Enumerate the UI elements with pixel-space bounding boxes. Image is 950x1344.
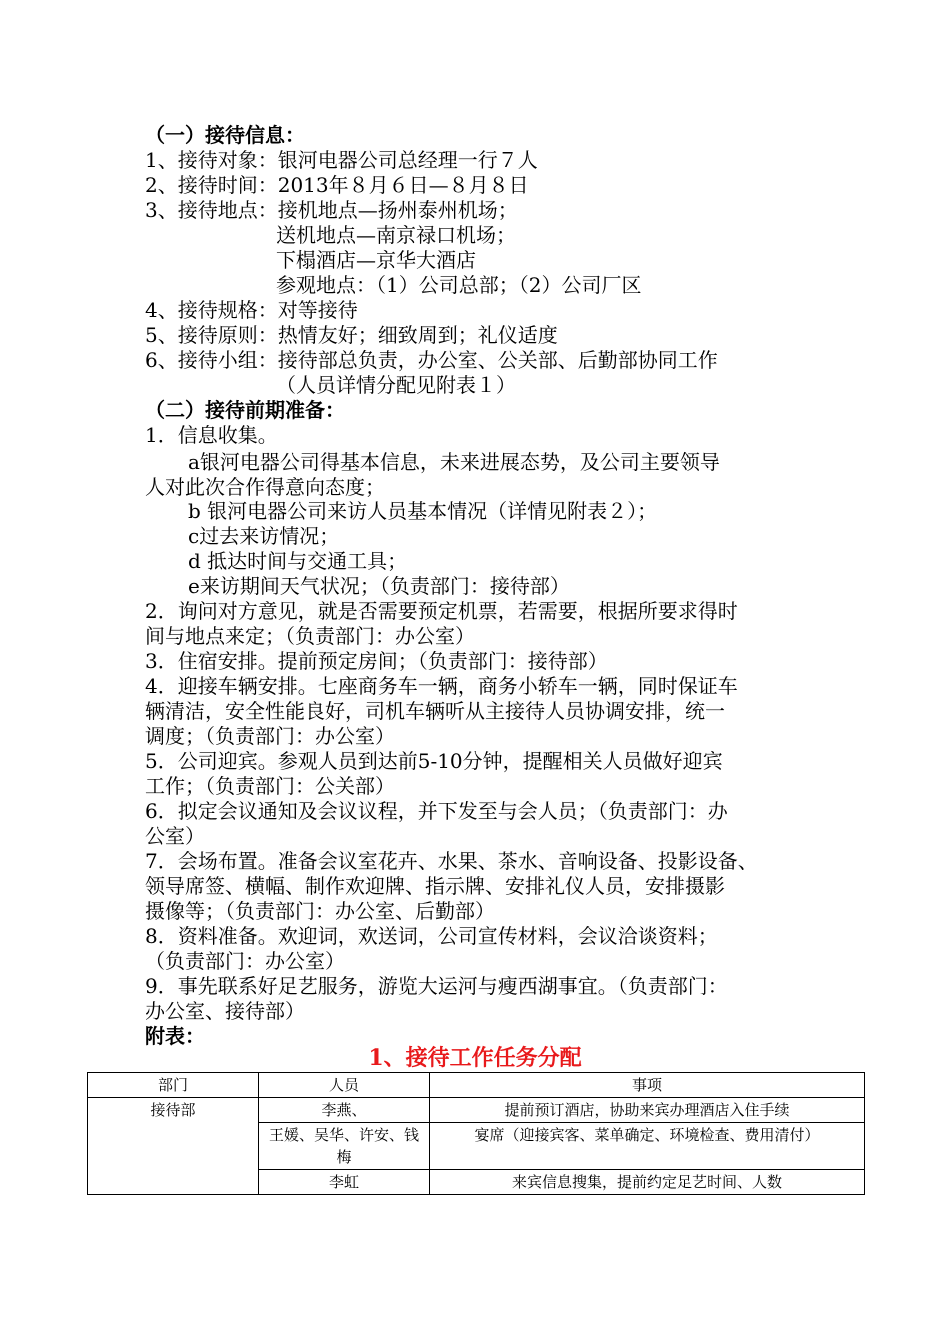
department-cell: 接待部 [88,1098,259,1195]
table-title: 1、接待工作任务分配 [368,1045,582,1071]
table-row [88,1098,865,1123]
info-line: 2、接待时间：2013年８月６日—８月８日 [145,173,529,197]
section-heading-reception-info: （一）接待信息： [145,123,305,147]
prep-line: 工作；（负责部门：公关部） [145,774,395,798]
task-cell: 宴席（迎接宾客、菜单确定、环境检查、费用清付） [430,1123,865,1170]
info-line: 6、接待小组：接待部总负责，办公室、公关部、后勤部协同工作 [145,348,718,372]
prep-line-indented: c过去来访情况； [188,524,340,548]
person-cell: 李燕、 [259,1098,430,1123]
prep-line: 办公室、接待部） [145,999,305,1023]
task-cell: 提前预订酒店，协助来宾办理酒店入住手续 [430,1098,865,1123]
header-task: 事项 [430,1073,865,1098]
prep-line: 5．公司迎宾。参观人员到达前5-10分钟，提醒相关人员做好迎宾 [145,749,723,773]
prep-line: 9．事先联系好足艺服务，游览大运河与瘦西湖事宜。（负责部门： [145,974,728,998]
section-heading-preparation: （二）接待前期准备： [145,398,345,422]
prep-line: 公室） [145,824,205,848]
prep-line: 7．会场布置。准备会议室花卉、水果、茶水、音响设备、投影设备、 [145,849,758,873]
prep-line-indented: e来访期间天气状况；（负责部门：接待部） [188,574,570,598]
task-cell: 来宾信息搜集，提前约定足艺时间、人数 [430,1170,865,1195]
info-line: 3、接待地点：接机地点—扬州泰州机场； [145,198,518,222]
person-cell: 王媛、吴华、许安、钱梅 [259,1123,430,1170]
prep-line: 间与地点来定；（负责部门：办公室） [145,624,475,648]
info-line: 4、接待规格：对等接待 [145,298,358,322]
prep-line: 人对此次合作得意向态度； [145,475,385,499]
prep-line: 6．拟定会议通知及会议议程，并下发至与会人员；（负责部门：办 [145,799,728,823]
prep-line: 领导席签、横幅、制作欢迎牌、指示牌、安排礼仪人员，安排摄影 [145,874,725,898]
info-line-indented: 参观地点：（1）公司总部；（2）公司厂区 [276,273,642,297]
prep-line: 2．询问对方意见，就是否需要预定机票，若需要，根据所要求得时 [145,599,738,623]
info-line-indented: 送机地点—南京禄口机场； [276,223,516,247]
info-line-indented: （人员详情分配见附表１） [276,373,516,397]
prep-line: 8．资料准备。欢迎词，欢送词，公司宣传材料，会议洽谈资料； [145,924,718,948]
info-line: 1、接待对象：银河电器公司总经理一行７人 [145,148,538,172]
prep-line: 1．信息收集。 [145,423,278,447]
prep-line-indented: a银河电器公司得基本信息，未来进展态势，及公司主要领导 [188,450,720,474]
header-department: 部门 [88,1073,259,1098]
header-personnel: 人员 [259,1073,430,1098]
table-header-row [88,1073,865,1098]
info-line-indented: 下榻酒店—京华大酒店 [276,248,476,272]
person-cell: 李虹 [259,1170,430,1195]
prep-line: 摄像等；（负责部门：办公室、后勤部） [145,899,495,923]
prep-line-indented: d 抵达时间与交通工具； [188,549,408,573]
info-line: 5、接待原则：热情友好；细致周到；礼仪适度 [145,323,558,347]
prep-line: 4．迎接车辆安排。七座商务车一辆，商务小轿车一辆，同时保证车 [145,674,738,698]
prep-line: 3．住宿安排。提前预定房间；（负责部门：接待部） [145,649,608,673]
task-assignment-table [87,1072,865,1195]
prep-line: 调度；（负责部门：办公室） [145,724,395,748]
appendix-label: 附表： [145,1024,205,1048]
prep-line: （负责部门：办公室） [145,949,345,973]
prep-line: 辆清洁，安全性能良好，司机车辆听从主接待人员协调安排，统一 [145,699,725,723]
prep-line-indented: b 银河电器公司来访人员基本情况（详情见附表２）； [188,499,658,523]
